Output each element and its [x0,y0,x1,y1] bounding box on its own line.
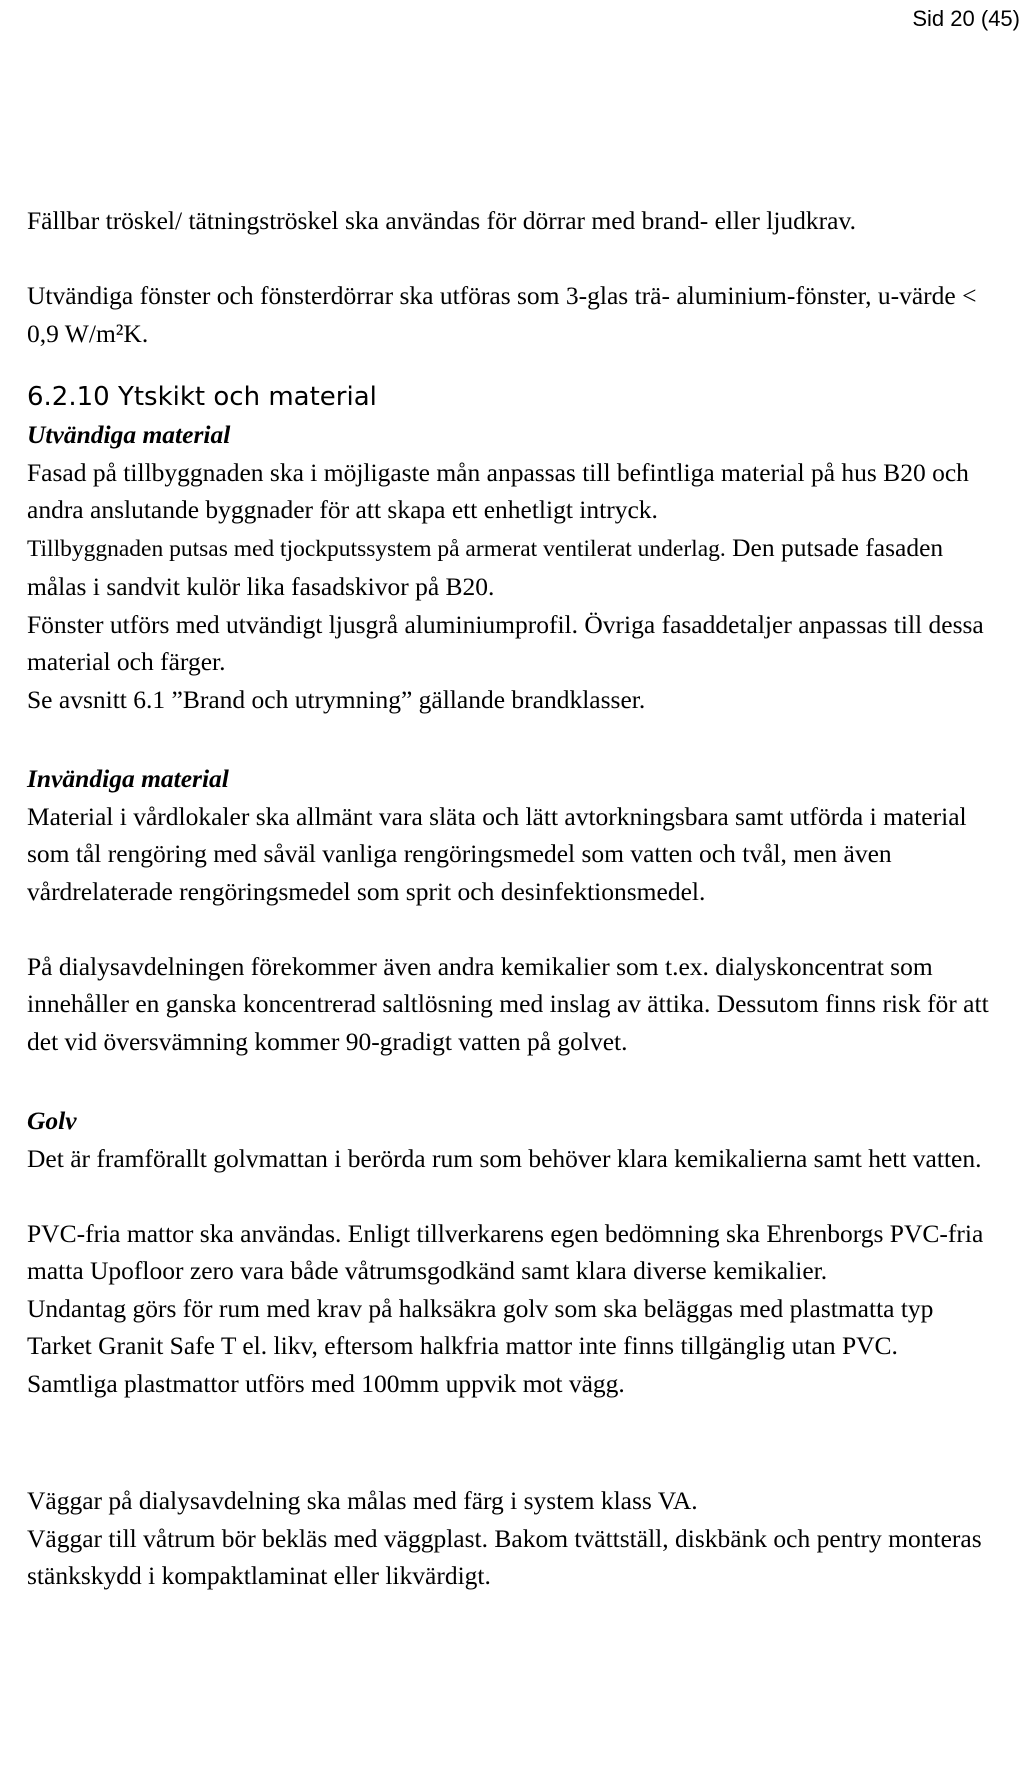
exception-paragraph: Undantag görs för rum med krav på halksäkra golv som ska beläggas med plastmatta typ Tarket Granit Safe T el. likv, eftersom halkfria mattor inte finns tillgänglig utan PVC. [27,1293,934,1360]
render-text-b: Den putsade fasaden målas i sandvit kulör lika fasadskivor på B20. [27,532,944,601]
document-body [27,202,997,1595]
upturn-paragraph: Samtliga plastmattor utförs med 100mm uppvik mot vägg. [27,1368,625,1398]
exterior-heading: Utvändiga material [27,420,231,449]
pvc-free-paragraph: PVC-fria mattor ska användas. Enligt tillverkarens egen bedömning ska Ehrenborgs PVC-fria matta Upofloor zero vara både våtrumsgodkänd samt klara diverse kemikalier. [27,1218,984,1285]
facade-paragraph: Fasad på tillbyggnaden ska i möjligaste mån anpassas till befintliga material på hus B20 och andra anslutande byggnader för att skapa ett enhetligt intryck. [27,457,969,524]
windows-profile-paragraph: Fönster utförs med utvändigt ljusgrå aluminiumprofil. Övriga fasaddetaljer anpassas till dessa material och färger. [27,609,984,676]
render-text-a: Tillbyggnaden putsas med tjockputssystem på armerat ventilerat underlag. [27,535,726,562]
wetroom-wall-paragraph: Väggar till våtrum bör bekläs med väggplast. Bakom tvättställ, diskbänk och pentry monteras stänkskydd i kompaktlaminat eller likvärdigt. [27,1523,982,1590]
fire-reference-paragraph: Se avsnitt 6.1 ”Brand och utrymning” gällande brandklasser. [27,684,646,714]
wall-paint-paragraph: Väggar på dialysavdelning ska målas med färg i system klass VA. [27,1486,698,1515]
windows-paragraph: Utvändiga fönster och fönsterdörrar ska utföras som 3-glas trä- aluminium-fönster, u-värde < 0,9 W/m²K. [27,281,977,348]
dialysis-paragraph: På dialysavdelningen förekommer även andra kemikalier som t.ex. dialyskoncentrat som innehåller en ganska koncentrerad saltlösning med inslag av ättika. Dessutom finns risk för att det vid översvämning kommer 90-gradigt vatten på golvet. [27,951,989,1056]
floor-heading: Golv [27,1106,77,1135]
cleaning-paragraph: Material i vårdlokaler ska allmänt vara släta och lätt avtorkningsbara samt utförda i material som tål rengöring med såväl vanliga rengöringsmedel som vatten och tvål, men även vårdrelaterade rengöringsmedel som sprit och desinfektionsmedel. [27,801,967,906]
render-paragraph [27,529,997,606]
section-heading [27,378,997,416]
floor-requirement-paragraph: Det är framförallt golvmattan i berörda rum som behöver klara kemikalierna samt hett vatten. [27,1143,982,1173]
threshold-paragraph: Fällbar tröskel/ tätningströskel ska användas för dörrar med brand- eller ljudkrav. [27,206,856,235]
interior-heading: Invändiga material [27,764,229,793]
section-number: 6.2.10 [27,382,110,412]
section-title: Ytskikt och material [117,382,377,412]
page-number: Sid 20 (45) [912,6,1020,31]
